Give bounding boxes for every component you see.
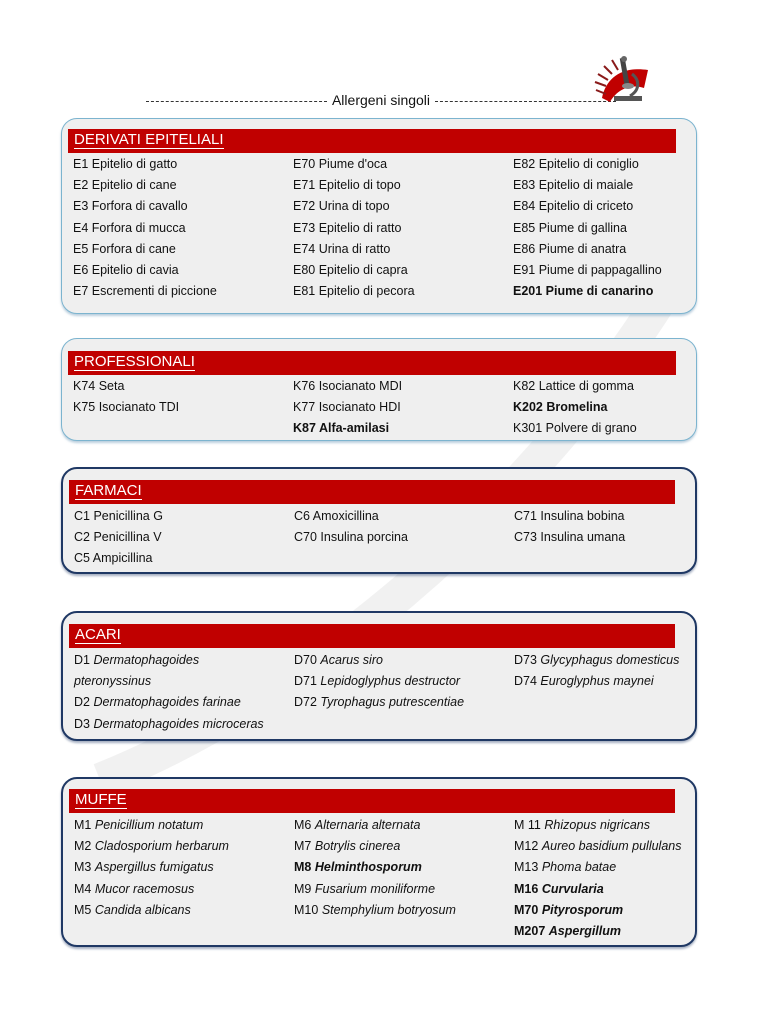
list-item: E82 Epitelio di coniglio (513, 157, 639, 171)
list-item: E201 Piume di canarino (513, 284, 654, 299)
item-name: Botrylis cinerea (314, 839, 401, 854)
section-muffe (61, 777, 697, 947)
list-item (294, 900, 456, 921)
section-title-bar (69, 624, 675, 648)
item-code: M1 (74, 818, 92, 832)
item-name: Tyrophagus putrescentiae (320, 695, 465, 710)
item-code: M8 (294, 860, 312, 875)
column-3 (514, 815, 681, 942)
item-code: D70 (294, 653, 317, 667)
list-item (74, 900, 229, 921)
item-code: D73 (514, 653, 537, 667)
list-item: E71 Epitelio di topo (293, 178, 401, 193)
list-item (514, 879, 681, 900)
column-1 (73, 376, 179, 418)
list-item: E70 Piume d'oca (293, 157, 388, 171)
list-item: E74 Urina di ratto (293, 241, 391, 256)
list-item: C70 Insulina porcina (294, 530, 408, 545)
item-name: Glycyphagus domesticus (540, 653, 680, 667)
list-item: C71 Insulina bobina (514, 509, 625, 523)
section-derivati-epiteliali (61, 118, 697, 314)
list-item (74, 857, 229, 878)
section-title: DERIVATI EPITELIALI (74, 131, 224, 148)
list-item (74, 815, 229, 836)
item-code: M12 (514, 839, 539, 854)
section-acari (61, 611, 697, 741)
item-name: Aspergillum (548, 923, 622, 938)
column-3 (514, 506, 625, 548)
list-item: C1 Penicillina G (74, 509, 163, 523)
list-item: C6 Amoxicillina (294, 509, 379, 523)
item-name: Rhizopus nigricans (544, 818, 650, 832)
list-item (514, 650, 679, 671)
list-item (294, 857, 456, 878)
list-item: E86 Piume di anatra (513, 241, 627, 256)
item-name: Phoma batae (541, 860, 617, 875)
item-name: Fusarium moniliforme (314, 881, 436, 896)
item-code: M 11 (514, 818, 541, 832)
column-3 (513, 376, 637, 440)
item-code: M6 (294, 818, 312, 832)
list-item (74, 650, 264, 671)
item-code: M70 (514, 902, 539, 917)
list-item: E3 Forfora di cavallo (73, 199, 188, 214)
list-item: K87 Alfa-amilasi (293, 421, 390, 436)
section-title: FARMACI (75, 482, 142, 499)
list-item: C5 Ampicillina (74, 551, 153, 566)
list-item (294, 671, 464, 692)
column-3 (513, 154, 662, 302)
section-farmaci (61, 467, 697, 574)
item-name: Euroglyphus maynei (540, 674, 654, 689)
list-item (514, 900, 681, 921)
list-item (74, 671, 264, 692)
item-code: M2 (74, 839, 92, 854)
item-code: D71 (294, 674, 317, 689)
column-1 (74, 506, 163, 570)
item-name: Alternaria alternata (314, 818, 421, 832)
list-item: E81 Epitelio di pecora (293, 284, 415, 299)
page-header (146, 92, 616, 108)
item-name: Candida albicans (94, 902, 191, 917)
column-3 (514, 650, 679, 692)
list-item (514, 921, 681, 942)
list-item (514, 815, 681, 836)
list-item: E6 Epitelio di cavia (73, 262, 179, 277)
list-item (294, 836, 456, 857)
section-title: ACARI (75, 626, 121, 643)
item-name: Dermatophagoides microceras (93, 716, 264, 731)
item-name: Stemphylium botryosum (321, 902, 456, 917)
item-code: M10 (294, 902, 319, 917)
list-item: E84 Epitelio di criceto (513, 199, 634, 214)
list-item: E85 Piume di gallina (513, 220, 627, 235)
item-name: Pityrosporum (541, 902, 624, 917)
item-code: M5 (74, 902, 92, 917)
list-item (294, 692, 464, 713)
list-item: K301 Polvere di grano (513, 421, 637, 436)
list-item (74, 692, 264, 713)
list-item (294, 650, 464, 671)
item-code: M7 (294, 839, 312, 854)
list-item (294, 815, 456, 836)
list-item: E2 Epitelio di cane (73, 178, 177, 193)
item-code: D72 (294, 695, 317, 710)
list-item: E83 Epitelio di maiale (513, 178, 634, 193)
list-item (514, 857, 681, 878)
list-item (294, 879, 456, 900)
list-item: K77 Isocianato HDI (293, 400, 401, 415)
item-name: Aspergillus fumigatus (94, 860, 214, 875)
list-item: E80 Epitelio di capra (293, 262, 408, 277)
list-item: E1 Epitelio di gatto (73, 157, 178, 171)
list-item: E91 Piume di pappagallino (513, 262, 662, 277)
microscope-logo-icon (592, 54, 656, 112)
item-name: Dermatophagoides (93, 653, 200, 667)
dash-left (146, 101, 327, 102)
list-item: E73 Epitelio di ratto (293, 220, 402, 235)
list-item: K76 Isocianato MDI (293, 379, 403, 393)
list-item: E7 Escrementi di piccione (73, 284, 217, 299)
list-item: C73 Insulina umana (514, 530, 626, 545)
list-item (74, 714, 264, 735)
section-professionali (61, 338, 697, 441)
column-2 (294, 506, 408, 548)
item-name: Aureo basidium pullulans (541, 839, 682, 854)
item-name: Cladosporium herbarum (94, 839, 229, 854)
page-title: Allergeni singoli (331, 92, 431, 108)
list-item (74, 879, 229, 900)
list-item: E72 Urina di topo (293, 199, 390, 214)
item-code: M16 (514, 881, 539, 896)
item-code: M9 (294, 881, 312, 896)
section-title: MUFFE (75, 791, 127, 808)
section-title-bar (68, 351, 676, 375)
list-item: K82 Lattice di gomma (513, 379, 634, 393)
column-1 (74, 650, 264, 735)
column-2 (293, 376, 402, 440)
item-name: Curvularia (541, 881, 604, 896)
list-item: E4 Forfora di mucca (73, 220, 186, 235)
column-1 (74, 815, 229, 921)
item-code: D74 (514, 674, 537, 689)
dash-right (435, 101, 616, 102)
column-1 (73, 154, 217, 302)
list-item (514, 836, 681, 857)
column-2 (294, 815, 456, 921)
item-code: D3 (74, 716, 90, 731)
list-item: K75 Isocianato TDI (73, 400, 180, 415)
item-code: M13 (514, 860, 539, 875)
section-title-bar (68, 129, 676, 153)
list-item (514, 671, 679, 692)
item-name: Lepidoglyphus destructor (320, 674, 461, 689)
column-2 (294, 650, 464, 714)
list-item: C2 Penicillina V (74, 530, 162, 545)
list-item: E5 Forfora di cane (73, 241, 176, 256)
column-2 (293, 154, 415, 302)
section-title-bar (69, 789, 675, 813)
item-code: M3 (74, 860, 92, 875)
list-item: K202 Bromelina (513, 400, 608, 415)
list-item (74, 836, 229, 857)
item-name: Dermatophagoides farinae (93, 695, 241, 710)
item-code: D1 (74, 653, 90, 667)
item-code: M4 (74, 881, 92, 896)
item-name: pteronyssinus (74, 674, 152, 689)
item-name: Helminthosporum (314, 860, 422, 875)
item-code: D2 (74, 695, 90, 710)
list-item: K74 Seta (73, 379, 125, 393)
item-name: Penicillium notatum (94, 818, 204, 832)
item-name: Mucor racemosus (94, 881, 195, 896)
section-title: PROFESSIONALI (74, 353, 195, 370)
section-title-bar (69, 480, 675, 504)
item-name: Acarus siro (320, 653, 383, 667)
item-code: M207 (514, 923, 546, 938)
